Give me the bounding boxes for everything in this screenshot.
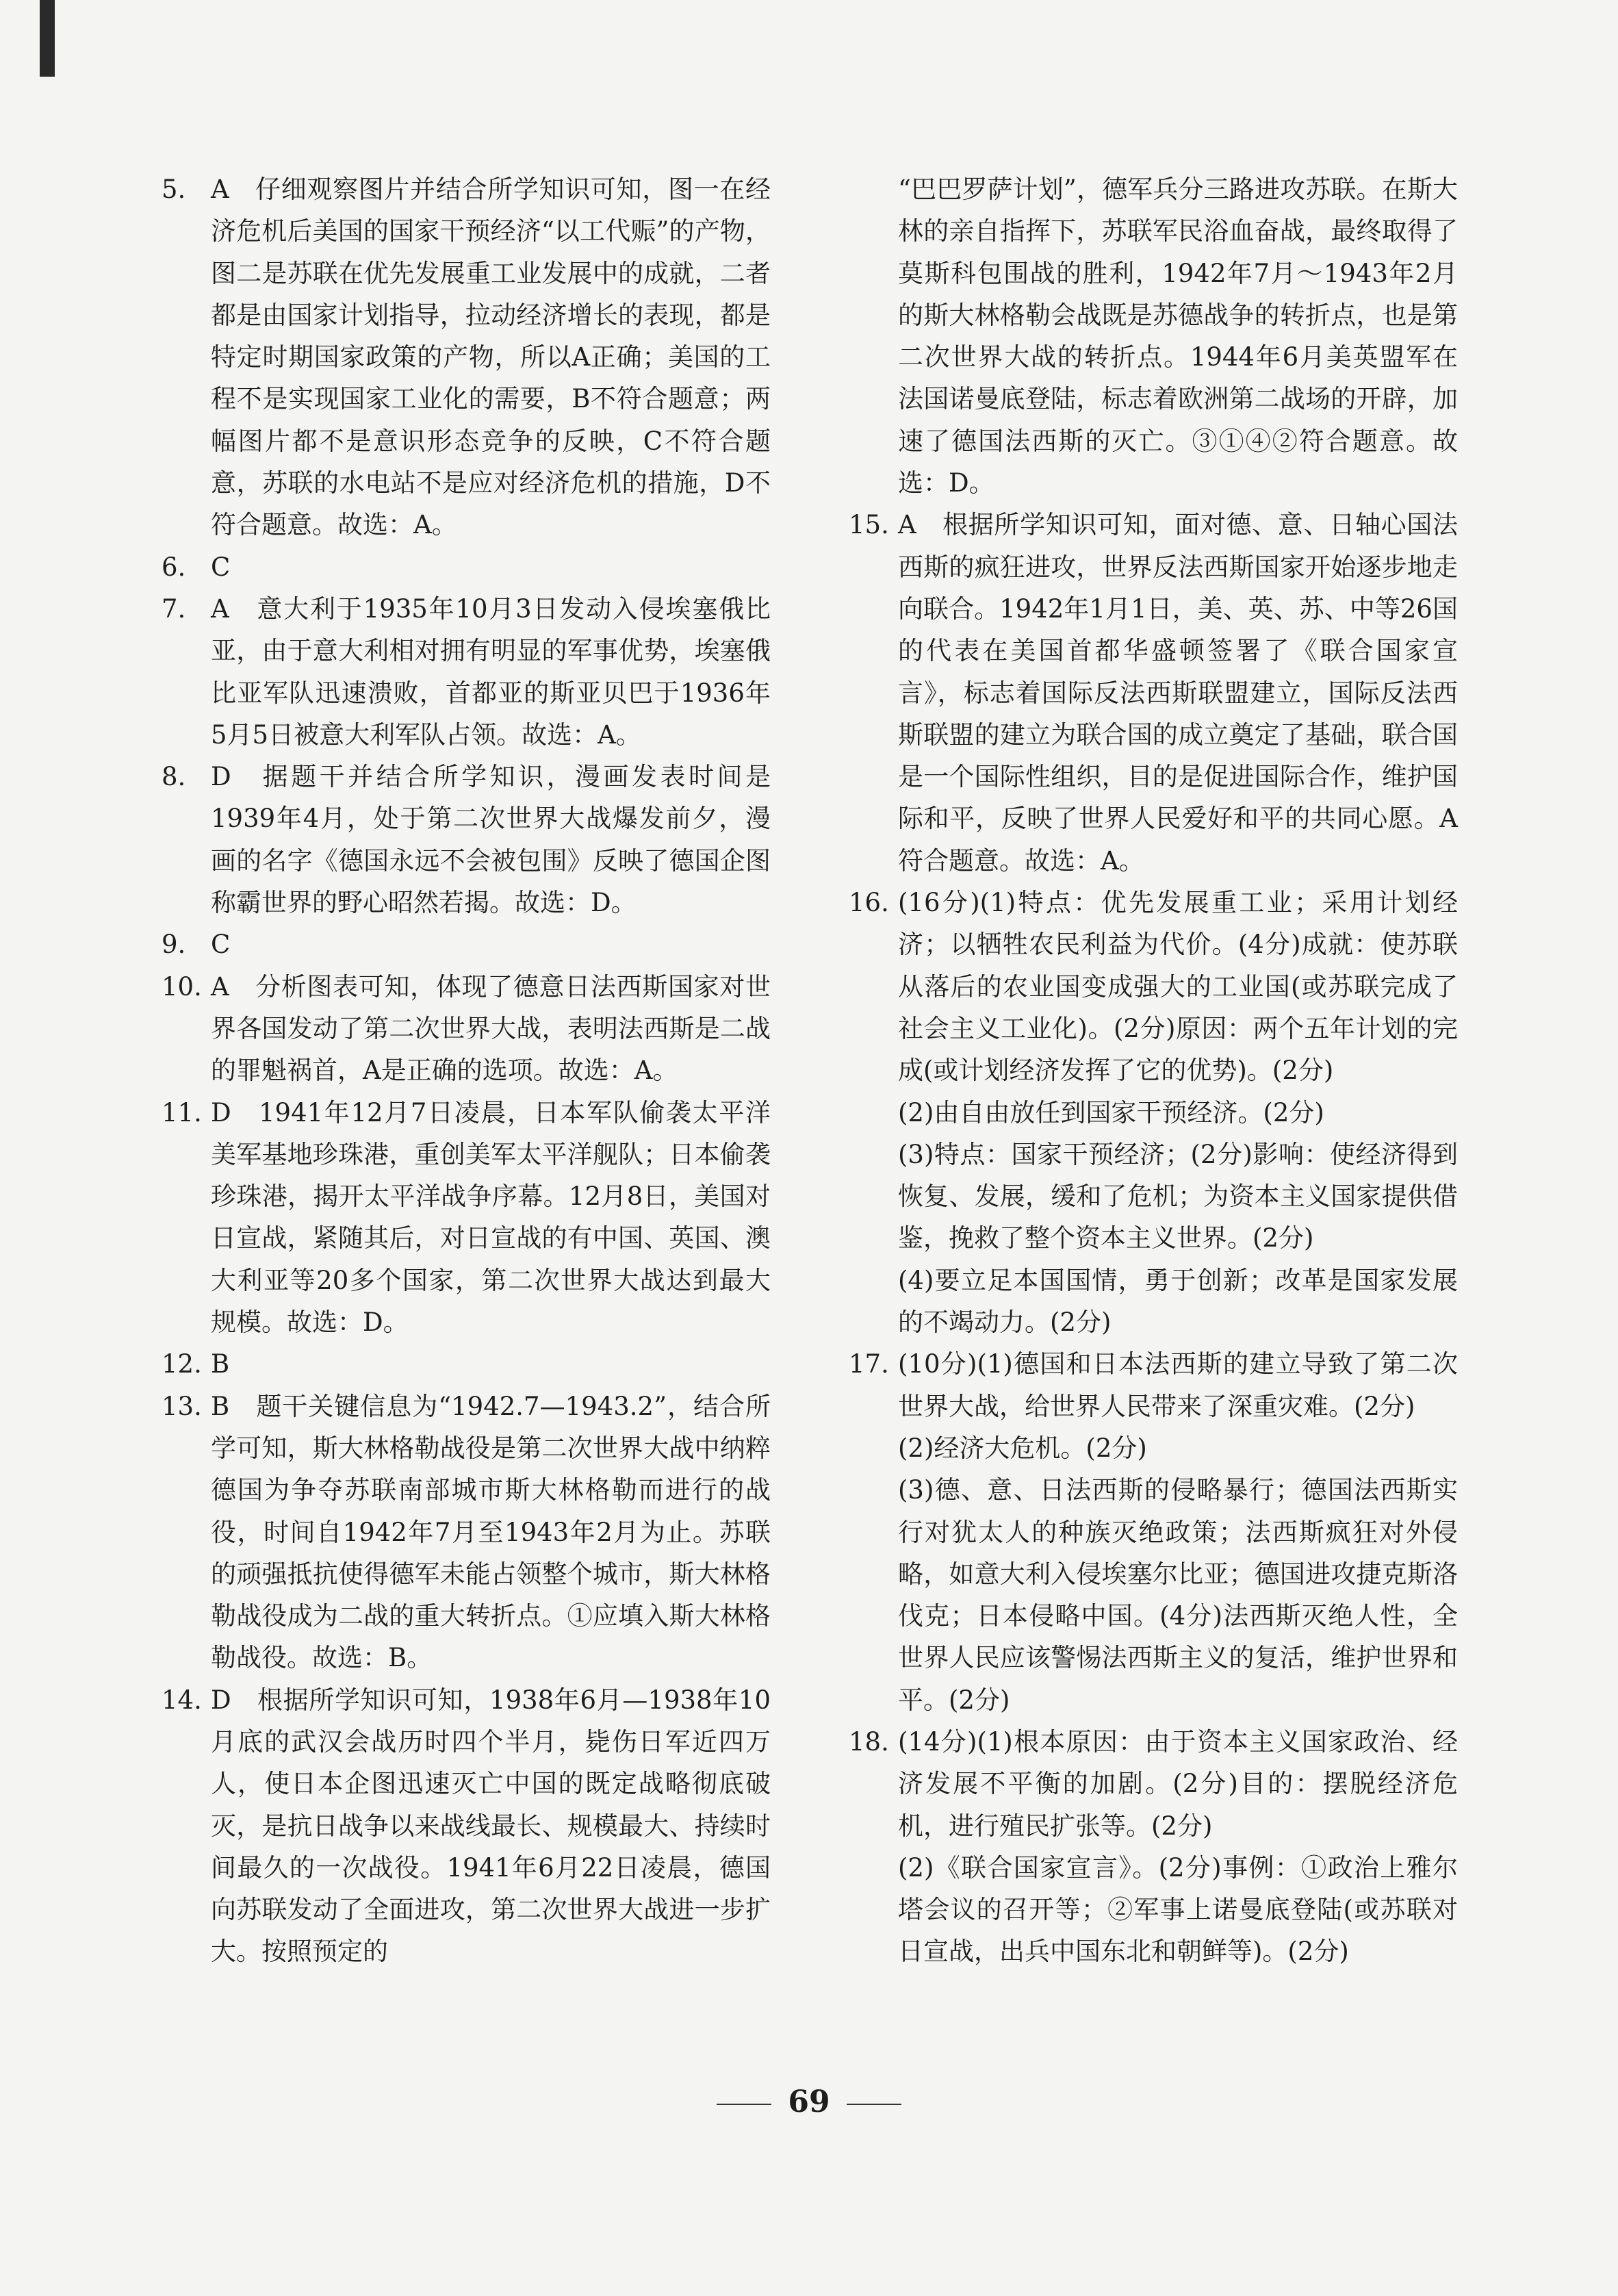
answer-text: (14分)(1)根本原因：由于资本主义国家政治、经济发展不平衡的加剧。(2分)目的：摆脱经济危机，进行殖民扩张等。(2分) [898, 1726, 1458, 1841]
answer-17-part [849, 1469, 1458, 1721]
answer-text: A 仔细观察图片并结合所学知识可知，图一在经济危机后美国的国家干预经济“以工代赈”的产物，图二是苏联在优先发展重工业发展中的成就，二者都是由国家计划指导，拉动经济增长的表现，都是特定时期国家政策的产物，所以A正确；美国的工程不是实现国家工业化的需要，B不符合题意；两幅图片都不是意识形态竞争的反映，C不符合题意，苏联的水电站不是应对经济危机的措施，D不符合题意。故选：A。 [211, 175, 771, 540]
page-number: 69 [788, 2084, 830, 2119]
answer-text: B 题干关键信息为“1942.7—1943.2”，结合所学可知，斯大林格勒战役是第二次世界大战中纳粹德国为争夺苏联南部城市斯大林格勒而进行的战役，时间自1942年7月至1943年2月为止。苏联的顽强抵抗使得德军未能占领整个城市，斯大林格勒战役成为二战的重大转折点。①应填入斯大林格勒战役。故选：B。 [211, 1391, 771, 1673]
answer-17 [849, 1343, 1458, 1427]
answer-text: D 1941年12月7日凌晨，日本军队偷袭太平洋美军基地珍珠港，重创美军太平洋舰队；日本偷袭珍珠港，揭开太平洋战争序幕。12月8日，美国对日宣战，紧随其后，对日宣战的有中国、英国、澳大利亚等20多个国家，第二次世界大战达到最大规模。故选：D。 [211, 1097, 771, 1338]
answer-number: 6. [162, 552, 186, 582]
answer-number: 18. [849, 1726, 889, 1757]
answer-number: 9. [162, 930, 186, 960]
answer-15 [849, 504, 1458, 882]
answer-5 [162, 168, 771, 546]
answer-number: 5. [162, 175, 186, 204]
answer-number: 17. [849, 1349, 889, 1379]
answer-6 [162, 546, 771, 588]
answer-number: 13. [162, 1391, 202, 1421]
answer-number: 15. [849, 510, 889, 540]
answer-text: (10分)(1)德国和日本法西斯的建立导致了第二次世界大战，给世界人民带来了深重灾难。(2分) [898, 1349, 1458, 1421]
answer-8 [162, 756, 771, 923]
answer-text: (2)《联合国家宣言》。(2分)事例：①政治上雅尔塔会议的召开等；②军事上诺曼底登陆(或苏联对日宣战，出兵中国东北和朝鲜等)。(2分) [898, 1852, 1458, 1967]
answer-text: (16分)(1)特点：优先发展重工业；采用计划经济；以牺牲农民利益为代价。(4分)成就：使苏联从落后的农业国变成强大的工业国(或苏联完成了社会主义工业化)。(2分)原因：两个五年计划的完成(或计划经济发挥了它的优势)。(2分) [898, 888, 1458, 1086]
answer-text: (3)德、意、日法西斯的侵略暴行；德国法西斯实行对犹太人的种族灭绝政策；法西斯疯狂对外侵略，如意大利入侵埃塞尔比亚；德国进攻捷克斯洛伐克；日本侵略中国。(4分)法西斯灭绝人性，全世界人民应该警惕法西斯主义的复活，维护世界和平。(2分) [898, 1475, 1458, 1715]
answer-number: 16. [849, 888, 889, 918]
answer-text: B [211, 1349, 230, 1379]
answer-11 [162, 1092, 771, 1344]
answer-18 [849, 1721, 1458, 1847]
footer-dash-left [717, 2104, 771, 2105]
answer-number: 8. [162, 762, 186, 792]
answer-text: C [211, 930, 231, 960]
answer-number: 7. [162, 594, 186, 624]
answer-text: D 据题干并结合所学知识，漫画发表时间是1939年4月，处于第二次世界大战爆发前夕，漫画的名字《德国永远不会被包围》反映了德国企图称霸世界的野心昭然若揭。故选：D。 [211, 762, 771, 918]
answer-text: A 分析图表可知，体现了德意日法西斯国家对世界各国发动了第二次世界大战，表明法西斯是二战的罪魁祸首，A是正确的选项。故选：A。 [211, 971, 771, 1086]
answer-14 [162, 1679, 771, 1973]
answer-text: (3)特点：国家干预经济；(2分)影响：使经济得到恢复、发展，缓和了危机；为资本主义国家提供借鉴，挽救了整个资本主义世界。(2分) [898, 1139, 1458, 1253]
answer-text: (2)由自由放任到国家干预经济。(2分) [898, 1097, 1324, 1127]
answer-9 [162, 923, 771, 965]
answer-17-part [849, 1427, 1458, 1469]
page-footer [0, 2084, 1618, 2119]
answer-number: 12. [162, 1349, 202, 1379]
left-column [162, 168, 771, 1973]
answer-13 [162, 1386, 771, 1679]
answer-text: (4)要立足本国国情，勇于创新；改革是国家发展的不竭动力。(2分) [898, 1265, 1458, 1338]
answer-10 [162, 966, 771, 1092]
answer-text: D 根据所学知识可知，1938年6月—1938年10月底的武汉会战历时四个半月，毙伤日军近四万人，使日本企图迅速灭亡中国的既定战略彻底破灭，是抗日战争以来战线最长、规模最大、持续时间最久的一次战役。1941年6月22日凌晨，德国向苏联发动了全面进攻，第二次世界大战进一步扩大。按照预定的 [211, 1685, 771, 1967]
binding-bar [40, 0, 55, 77]
answer-16-part [849, 1134, 1458, 1260]
answer-text: A 意大利于1935年10月3日发动入侵埃塞俄比亚，由于意大利相对拥有明显的军事优势，埃塞俄比亚军队迅速溃败，首都亚的斯亚贝巴于1936年5月5日被意大利军队占领。故选：A。 [211, 594, 771, 750]
answer-text: “巴巴罗萨计划”，德军兵分三路进攻苏联。在斯大林的亲自指挥下，苏联军民浴血奋战，最终取得了莫斯科包围战的胜利，1942年7月～1943年2月的斯大林格勒会战既是苏德战争的转折点，也是第二次世界大战的转折点。1944年6月美英盟军在法国诺曼底登陆，标志着欧洲第二战场的开辟，加速了德国法西斯的灭亡。③①④②符合题意。故选：D。 [898, 175, 1458, 498]
answer-16 [849, 882, 1458, 1091]
answer-18-part [849, 1847, 1458, 1973]
answer-12 [162, 1343, 771, 1385]
answer-16-part [849, 1092, 1458, 1134]
footer-dash-right [847, 2104, 901, 2105]
answer-text: (2)经济大危机。(2分) [898, 1433, 1147, 1463]
answer-16-part [849, 1260, 1458, 1344]
answer-number: 11. [162, 1097, 202, 1127]
answer-7 [162, 588, 771, 756]
answer-text: A 根据所学知识可知，面对德、意、日轴心国法西斯的疯狂进攻，世界反法西斯国家开始逐步地走向联合。1942年1月1日，美、英、苏、中等26国的代表在美国首都华盛顿签署了《联合国家宣言》，标志着国际反法西斯联盟建立，国际反法西斯联盟的建立为联合国的成立奠定了基础，联合国是一个国际性组织，目的是促进国际合作，维护国际和平，反映了世界人民爱好和平的共同心愿。A符合题意。故选：A。 [898, 510, 1458, 876]
right-column [849, 168, 1458, 1973]
answer-14-continued [849, 168, 1458, 504]
answer-number: 10. [162, 971, 202, 1002]
answer-number: 14. [162, 1685, 202, 1715]
answer-text: C [211, 552, 231, 582]
